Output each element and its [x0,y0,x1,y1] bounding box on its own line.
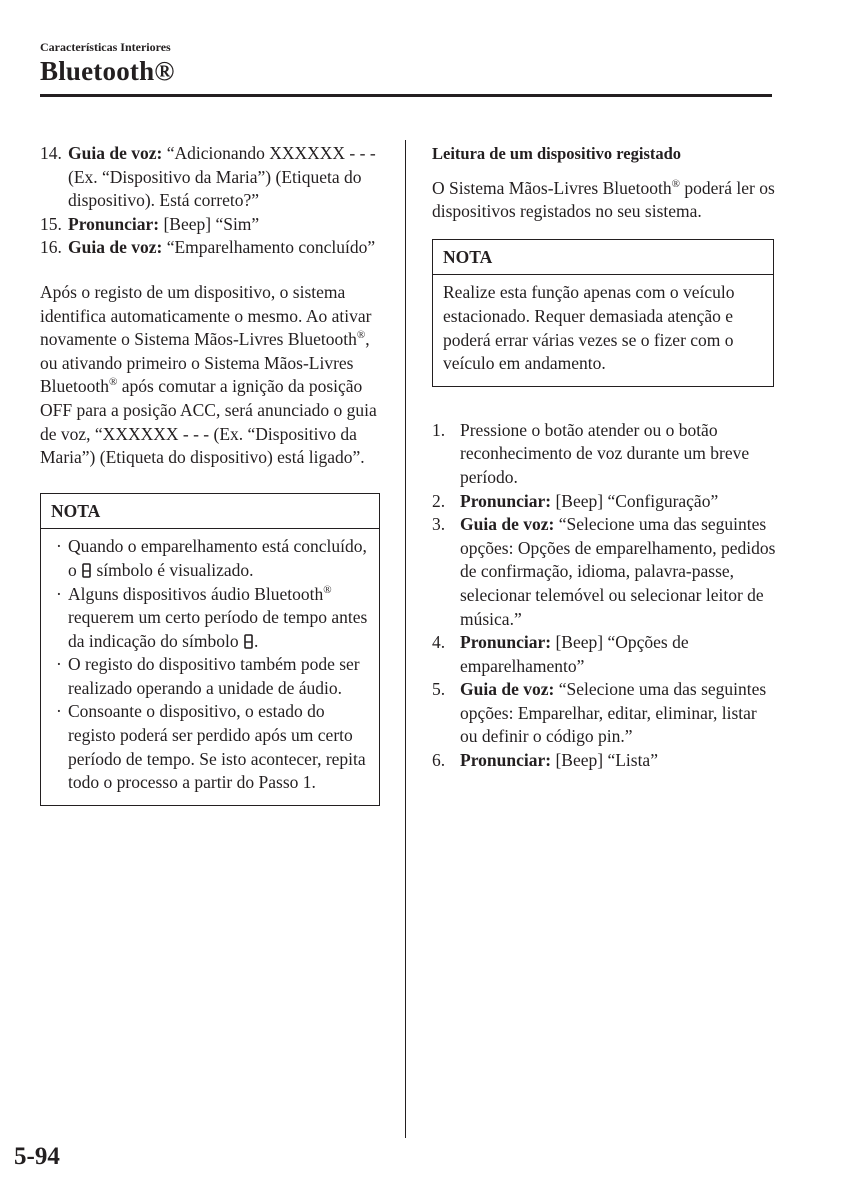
note-bullet: · O registo do dispositivo também pode ser realizado operando a unidade de áudio. [56,654,360,698]
note-bullet: · Quando o emparelhamento está concluído, o símbolo é visualizado. [56,536,367,580]
header-rule [40,94,772,97]
phone-status-icon [82,563,91,578]
right-column [432,142,777,773]
note-heading: NOTA [41,494,379,530]
note-heading: NOTA [433,240,773,276]
phone-status-icon [244,634,253,649]
step-text: “Adicionando XXXXXX - - - (Ex. “Dispositivo da Maria”) (Etiqueta do dispositivo). Está correto?” [68,143,376,211]
read-devices-paragraph: O Sistema Mãos-Livres Bluetooth® poderá ler os dispositivos registados no seu sistema. [432,177,775,222]
left-column [40,142,384,806]
section-title: Características Interiores [40,40,171,54]
step-label: Guia de voz: [68,237,163,258]
list-item [40,213,384,237]
step-label: Pronunciar: [68,213,160,234]
note-box [432,239,774,387]
note-body [41,529,379,805]
note-body: Realize esta função apenas com o veículo estacionado. Requer demasiada atenção e poderá errar várias vezes se o fizer com o veículo em andamento. [443,282,735,374]
section-heading: Leitura de um dispositivo registado [432,144,682,163]
step-text: [Beep] “Sim” [159,213,260,234]
list-item: 5. Guia de voz: “Selecione uma das seguintes opções: Emparelhar, editar, eliminar, listar ou definir o código pin.” [432,679,767,747]
list-item: 4. Pronunciar: [Beep] “Opções de emparelhamento” [432,632,689,676]
right-steps [432,419,777,773]
page-title: Bluetooth® [40,56,175,86]
note-box [40,493,380,806]
step-label: Guia de voz: [68,143,163,163]
list-item: 2. Pronunciar: [Beep] “Configuração” [432,490,719,511]
column-divider [405,140,406,1138]
note-bullet: · Consoante o dispositivo, o estado do registo poderá ser perdido após um certo período de tempo. Se isto acontecer, repita todo o processo a partir do Passo 1. [56,701,366,793]
left-steps [40,142,384,260]
step-number: 14. [40,143,62,163]
list-item: 3. Guia de voz: “Selecione uma das seguintes opções: Opções de emparelhamento, pedidos de confirmação, idioma, palavra-passe, selecionar telemóvel ou selecionar leitor de música.” [432,514,776,629]
step-text: “Emparelhamento concluído” [162,237,376,258]
step-number: 16. [40,237,62,258]
list-item [40,142,384,213]
list-item: 1. Pressione o botão atender ou o botão reconhecimento de voz durante um breve período. [432,419,750,487]
step-number: 15. [40,213,62,234]
list-item [40,236,384,260]
list-item: 6. Pronunciar: [Beep] “Lista” [432,750,658,771]
page-number: 5-94 [14,1143,60,1170]
note-bullet: · Alguns dispositivos áudio Bluetooth® requerem um certo período de tempo antes da indicação do símbolo . [56,583,368,651]
reconnect-paragraph: Após o registo de um dispositivo, o sistema identifica automaticamente o mesmo. Ao ativar novamente o Sistema Mãos-Livres Bluetooth®, ou ativando primeiro o Sistema Mãos-Livres Bluetooth® após comutar a ignição da posição OFF para a posição ACC, será anunciado o guia de voz, “XXXXXX - - - (Ex. “Dispositivo da Maria”) (Etiqueta do dispositivo) está ligado”. [40,281,377,468]
